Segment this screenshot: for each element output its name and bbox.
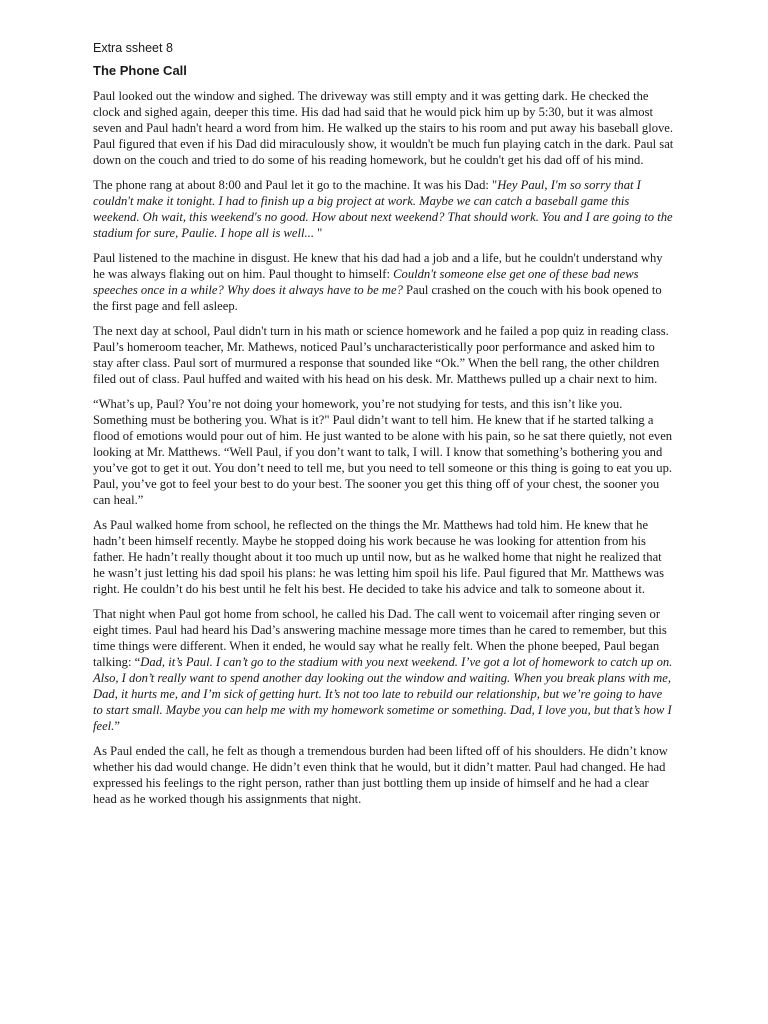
paragraph-text: Paul listened to the machine in disgust. He knew that his dad had a job and a life, but he couldn't understand why he was always flaking out on him. Paul thought to himself:: [93, 251, 663, 281]
story-paragraph: [93, 250, 675, 314]
paragraph-text: That night when Paul got home from school, he called his Dad. The call went to voicemail after ringing seven or eight times. Paul had heard his Dad’s answering machine message more times than he cared to remember, but this time things were different. When it ended, he would say what he really felt. When the phone beeped, Paul began talking: “: [93, 607, 667, 669]
paragraph-text: As Paul ended the call, he felt as though a tremendous burden had been lifted off of his shoulders. He didn’t know whether his dad would change. He didn’t even think that he would, but it didn’t matter. Paul had changed. He had expressed his feelings to the right person, rather than just bottling them up inside of himself and he had a clear head as he worked though his assignments that night.: [93, 744, 668, 806]
paragraph-text: “What’s up, Paul? You’re not doing your homework, you’re not studying for tests, and this isn’t like you. Something must be bothering you. What is it?" Paul didn’t want to tell him. He knew that if he started talking a flood of emotions would pour out of him. He just wanted to be alone with his pain, so he sat there quietly, not even looking at Mr. Matthews. “Well Paul, if you don’t want to talk, I will. I know that something’s bothering you and you’ve got to get it out. You don’t need to tell me, but you need to tell someone or this thing is going to eat you up. Paul, you’ve got to feel your best to do your best. The sooner you get this thing off of your chest, the sooner you can heal.”: [93, 397, 673, 507]
story-paragraph: [93, 88, 675, 168]
story-paragraph: [93, 323, 675, 387]
paragraph-text: The phone rang at about 8:00 and Paul let it go to the machine. It was his Dad: ": [93, 178, 498, 192]
paragraph-text: Paul crashed on the couch with his book opened to the first page and fell asleep.: [93, 283, 662, 313]
story-title: The Phone Call: [93, 63, 187, 78]
dialogue-italic: Hey Paul, I'm so sorry that I couldn't make it tonight. I had to finish up a big project at work. Maybe we can catch a baseball game this weekend. Oh wait, this weekend's no good. How about next weekend? That should work. You and I are going to the stadium for sure, Paulie. I hope all is well...: [93, 178, 673, 240]
paragraph-text: ”: [114, 719, 120, 733]
worksheet-label: Extra ssheet 8: [93, 41, 173, 55]
thought-italic: Couldn't someone else get one of these bad news speeches once in a while? Why does it always have to be me?: [93, 267, 639, 297]
story-paragraph: [93, 517, 675, 597]
paragraph-text: As Paul walked home from school, he reflected on the things the Mr. Matthews had told him. He knew that he hadn’t been himself recently. Maybe he stopped doing his work because he was looking for attention from his father. He hadn’t really thought about it too much up until now, but as he walked home that night he realized that he wasn’t just letting his dad spoil his plans: he was letting him spoil his life. Paul figured that Mr. Matthews was right. He couldn’t do his best until he felt his best. He decided to take his advice and talk to someone about it.: [93, 518, 664, 596]
story-paragraph: [93, 743, 675, 807]
paragraph-text: The next day at school, Paul didn't turn in his math or science homework and he failed a pop quiz in reading class. Paul’s homeroom teacher, Mr. Mathews, noticed Paul’s uncharacteristically poor performance and asked him to stay after class. Paul sort of murmured a response that sounded like “Ok.” When the bell rang, the other children filed out of class. Paul huffed and waited with his head on his desk. Mr. Matthews pulled up a chair next to him.: [93, 324, 669, 386]
paragraph-text: Paul looked out the window and sighed. The driveway was still empty and it was getting dark. He checked the clock and sighed again, deeper this time. His dad had said that he would pick him up by 5:30, but it was almost seven and Paul hadn't heard a word from him. He walked up the stairs to his room and put away his baseball glove. Paul figured that even if his Dad did miraculously show, it wouldn't be much fun playing catch in the dark. Paul sat down on the couch and tried to do some of his reading homework, but he couldn't get his dad off of his mind.: [93, 89, 674, 167]
paragraph-text: ": [313, 226, 323, 240]
story-paragraph: [93, 606, 675, 734]
document-page: [93, 40, 675, 816]
story-paragraph: [93, 396, 675, 508]
voicemail-italic: Dad, it’s Paul. I can’t go to the stadium with you next weekend. I’ve got a lot of homework to catch up on. Also, I don’t really want to spend another day looking out the window and waiting. When you break plans with me, Dad, it hurts me, and I’m sick of getting hurt. It’s not too late to rebuild our relationship, but we’re going to have to start small. Maybe you can help me with my homework sometime or something. Dad, I love you, but that’s how I feel.: [93, 655, 673, 733]
story-paragraph: [93, 177, 675, 241]
